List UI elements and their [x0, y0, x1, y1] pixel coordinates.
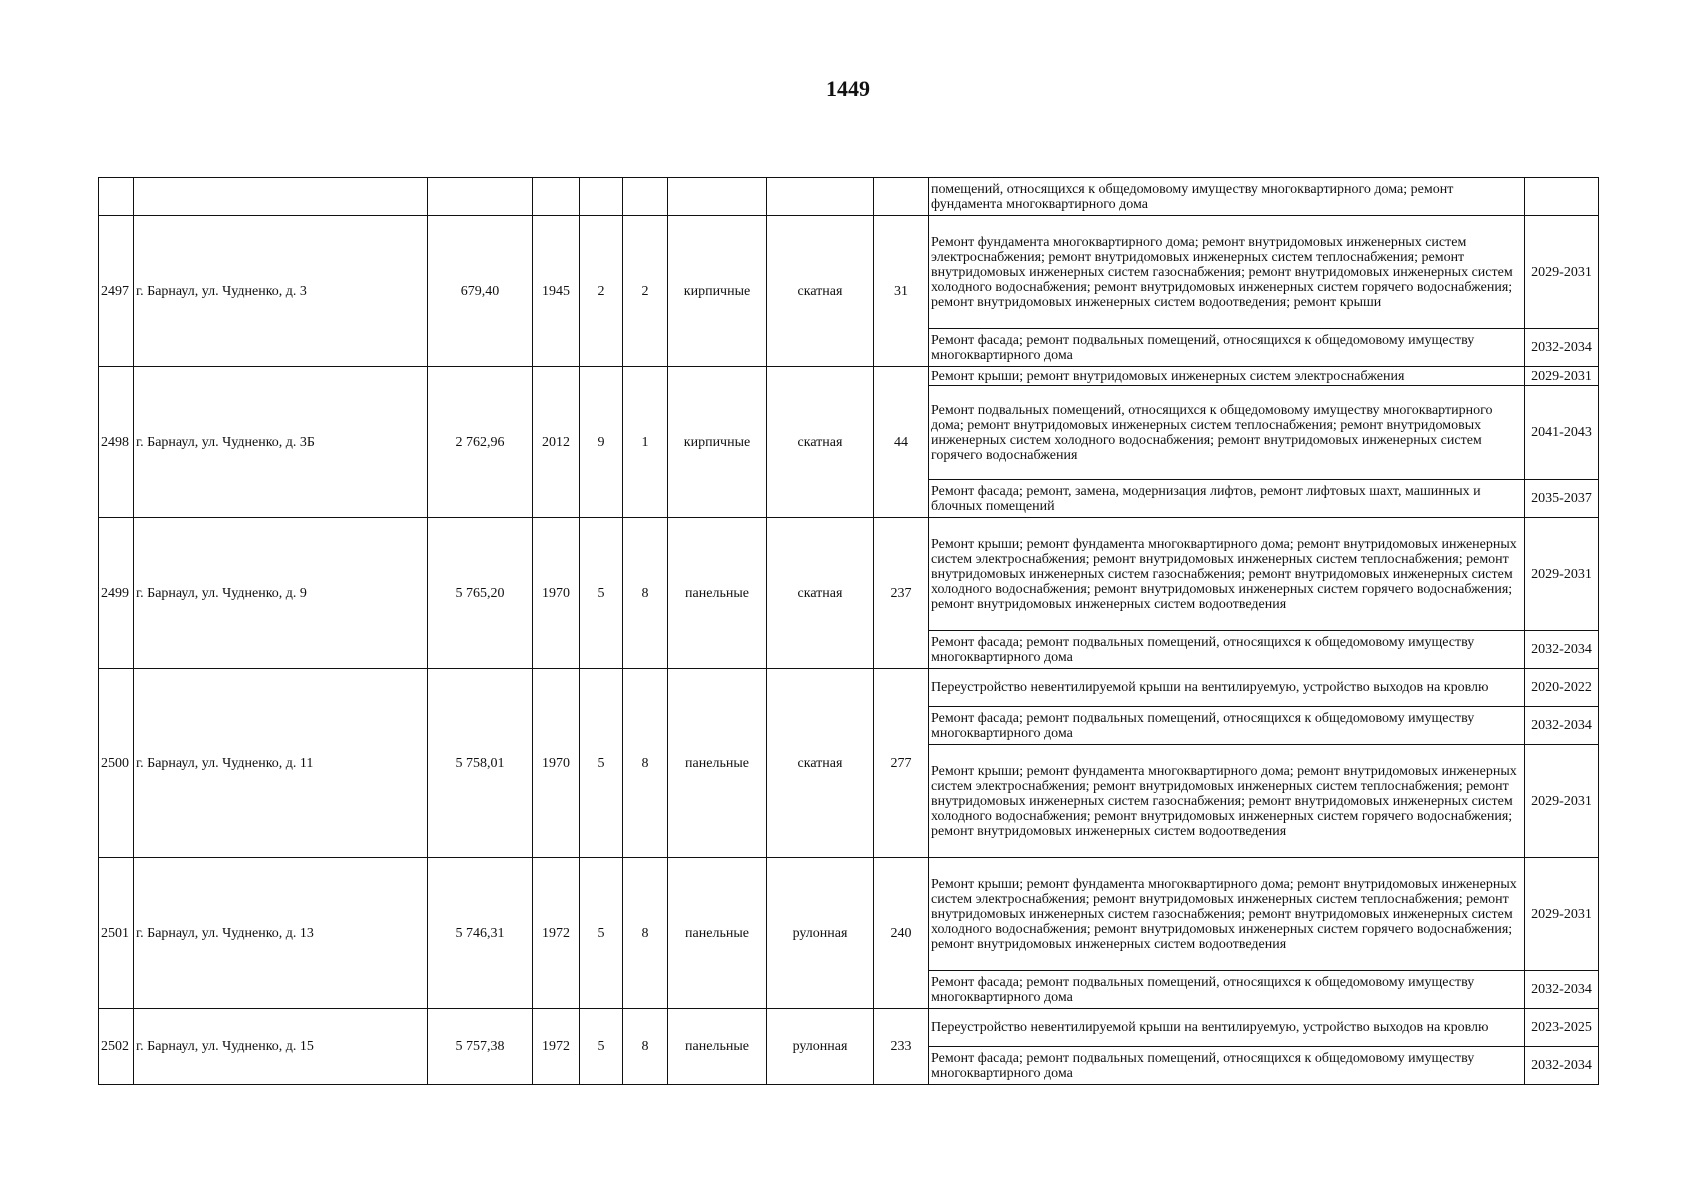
empty-cell [668, 178, 767, 216]
work-period: 2023-2025 [1525, 1009, 1599, 1047]
work-period: 2029-2031 [1525, 367, 1599, 386]
wall-material: панельные [668, 858, 767, 1009]
empty-cell [99, 178, 134, 216]
empty-cell [874, 178, 929, 216]
build-year: 2012 [533, 367, 580, 518]
table-row [99, 518, 1599, 631]
build-year: 1970 [533, 669, 580, 858]
work-description: Ремонт фасада; ремонт, замена, модернизация лифтов, ремонт лифтовых шахт, машинных и блочных помещений [929, 480, 1525, 518]
floors-count: 8 [623, 858, 668, 1009]
work-description: Ремонт фасада; ремонт подвальных помещений, относящихся к общедомовому имуществу многоквартирного дома [929, 971, 1525, 1009]
empty-cell [623, 178, 668, 216]
apartments-count: 31 [874, 216, 929, 367]
entrances-count: 5 [580, 669, 623, 858]
address: г. Барнаул, ул. Чудненко, д. 11 [134, 669, 428, 858]
entrances-count: 5 [580, 858, 623, 1009]
roof-type: скатная [767, 518, 874, 669]
page-number: 1449 [826, 76, 870, 101]
work-description: Переустройство невентилируемой крыши на вентилируемую, устройство выходов на кровлю [929, 669, 1525, 707]
work-period: 2032-2034 [1525, 1047, 1599, 1085]
work-description: Ремонт фасада; ремонт подвальных помещений, относящихся к общедомовому имуществу многоквартирного дома [929, 707, 1525, 745]
apartments-count: 233 [874, 1009, 929, 1085]
work-period [1525, 178, 1599, 216]
total-area: 679,40 [428, 216, 533, 367]
floors-count: 2 [623, 216, 668, 367]
work-period: 2029-2031 [1525, 518, 1599, 631]
entrances-count: 2 [580, 216, 623, 367]
work-description: Ремонт крыши; ремонт фундамента многоквартирного дома; ремонт внутридомовых инженерных систем электроснабжения; ремонт внутридомовых инженерных систем теплоснабжения; ремонт внутридомовых инженерных систем газоснабжения; ремонт внутридомовых инженерных систем холодного водоснабжения; ремонт внутридомовых инженерных систем горячего водоснабжения; ремонт внутридомовых инженерных систем водоотведения [929, 518, 1525, 631]
housing-register-table [98, 177, 1599, 1085]
table-row [99, 1009, 1599, 1047]
wall-material: панельные [668, 669, 767, 858]
work-period: 2041-2043 [1525, 386, 1599, 480]
work-period: 2020-2022 [1525, 669, 1599, 707]
total-area: 5 765,20 [428, 518, 533, 669]
roof-type: скатная [767, 367, 874, 518]
work-description: Ремонт фундамента многоквартирного дома; ремонт внутридомовых инженерных систем электроснабжения; ремонт внутридомовых инженерных систем теплоснабжения; ремонт внутридомовых инженерных систем газоснабжения; ремонт внутридомовых инженерных систем холодного водоснабжения; ремонт внутридомовых инженерных систем горячего водоснабжения; ремонт внутридомовых инженерных систем водоотведения; ремонт крыши [929, 216, 1525, 329]
work-period: 2029-2031 [1525, 745, 1599, 858]
work-period: 2029-2031 [1525, 216, 1599, 329]
roof-type: рулонная [767, 858, 874, 1009]
entrances-count: 5 [580, 518, 623, 669]
work-description: Ремонт крыши; ремонт фундамента многоквартирного дома; ремонт внутридомовых инженерных систем электроснабжения; ремонт внутридомовых инженерных систем теплоснабжения; ремонт внутридомовых инженерных систем газоснабжения; ремонт внутридомовых инженерных систем холодного водоснабжения; ремонт внутридомовых инженерных систем горячего водоснабжения; ремонт внутридомовых инженерных систем водоотведения [929, 745, 1525, 858]
address: г. Барнаул, ул. Чудненко, д. 15 [134, 1009, 428, 1085]
empty-cell [134, 178, 428, 216]
apartments-count: 44 [874, 367, 929, 518]
entrances-count: 9 [580, 367, 623, 518]
work-description: Ремонт крыши; ремонт внутридомовых инженерных систем электроснабжения [929, 367, 1525, 386]
row-number: 2497 [99, 216, 134, 367]
floors-count: 8 [623, 1009, 668, 1085]
work-period: 2029-2031 [1525, 858, 1599, 971]
work-description: Переустройство невентилируемой крыши на вентилируемую, устройство выходов на кровлю [929, 1009, 1525, 1047]
empty-cell [580, 178, 623, 216]
work-period: 2032-2034 [1525, 707, 1599, 745]
row-number: 2499 [99, 518, 134, 669]
entrances-count: 5 [580, 1009, 623, 1085]
address: г. Барнаул, ул. Чудненко, д. 9 [134, 518, 428, 669]
total-area: 5 757,38 [428, 1009, 533, 1085]
table-row [99, 367, 1599, 386]
wall-material: панельные [668, 1009, 767, 1085]
total-area: 5 758,01 [428, 669, 533, 858]
work-period: 2035-2037 [1525, 480, 1599, 518]
empty-cell [428, 178, 533, 216]
row-number: 2502 [99, 1009, 134, 1085]
apartments-count: 237 [874, 518, 929, 669]
floors-count: 8 [623, 669, 668, 858]
wall-material: кирпичные [668, 216, 767, 367]
build-year: 1945 [533, 216, 580, 367]
roof-type: скатная [767, 216, 874, 367]
row-number: 2500 [99, 669, 134, 858]
continuation-row [99, 178, 1599, 216]
build-year: 1972 [533, 858, 580, 1009]
work-description: Ремонт фасада; ремонт подвальных помещений, относящихся к общедомовому имуществу многоквартирного дома [929, 631, 1525, 669]
roof-type: скатная [767, 669, 874, 858]
wall-material: панельные [668, 518, 767, 669]
table-row [99, 669, 1599, 707]
empty-cell [533, 178, 580, 216]
build-year: 1972 [533, 1009, 580, 1085]
wall-material: кирпичные [668, 367, 767, 518]
work-description: Ремонт крыши; ремонт фундамента многоквартирного дома; ремонт внутридомовых инженерных систем электроснабжения; ремонт внутридомовых инженерных систем теплоснабжения; ремонт внутридомовых инженерных систем газоснабжения; ремонт внутридомовых инженерных систем холодного водоснабжения; ремонт внутридомовых инженерных систем горячего водоснабжения; ремонт внутридомовых инженерных систем водоотведения [929, 858, 1525, 971]
row-number: 2501 [99, 858, 134, 1009]
floors-count: 8 [623, 518, 668, 669]
table-row [99, 858, 1599, 971]
work-description: Ремонт фасада; ремонт подвальных помещений, относящихся к общедомовому имуществу многоквартирного дома [929, 329, 1525, 367]
work-period: 2032-2034 [1525, 329, 1599, 367]
row-number: 2498 [99, 367, 134, 518]
total-area: 5 746,31 [428, 858, 533, 1009]
apartments-count: 240 [874, 858, 929, 1009]
address: г. Барнаул, ул. Чудненко, д. 3 [134, 216, 428, 367]
floors-count: 1 [623, 367, 668, 518]
work-period: 2032-2034 [1525, 971, 1599, 1009]
work-period: 2032-2034 [1525, 631, 1599, 669]
empty-cell [767, 178, 874, 216]
work-description: Ремонт подвальных помещений, относящихся к общедомовому имуществу многоквартирного дома; ремонт внутридомовых инженерных систем теплоснабжения; ремонт внутридомовых инженерных систем холодного водоснабжения; ремонт внутридомовых инженерных систем горячего водоснабжения [929, 386, 1525, 480]
total-area: 2 762,96 [428, 367, 533, 518]
build-year: 1970 [533, 518, 580, 669]
address: г. Барнаул, ул. Чудненко, д. 13 [134, 858, 428, 1009]
work-description: Ремонт фасада; ремонт подвальных помещений, относящихся к общедомовому имуществу многоквартирного дома [929, 1047, 1525, 1085]
table-row [99, 216, 1599, 329]
roof-type: рулонная [767, 1009, 874, 1085]
apartments-count: 277 [874, 669, 929, 858]
address: г. Барнаул, ул. Чудненко, д. 3Б [134, 367, 428, 518]
work-description: помещений, относящихся к общедомовому имуществу многоквартирного дома; ремонт фундамента многоквартирного дома [929, 178, 1525, 216]
